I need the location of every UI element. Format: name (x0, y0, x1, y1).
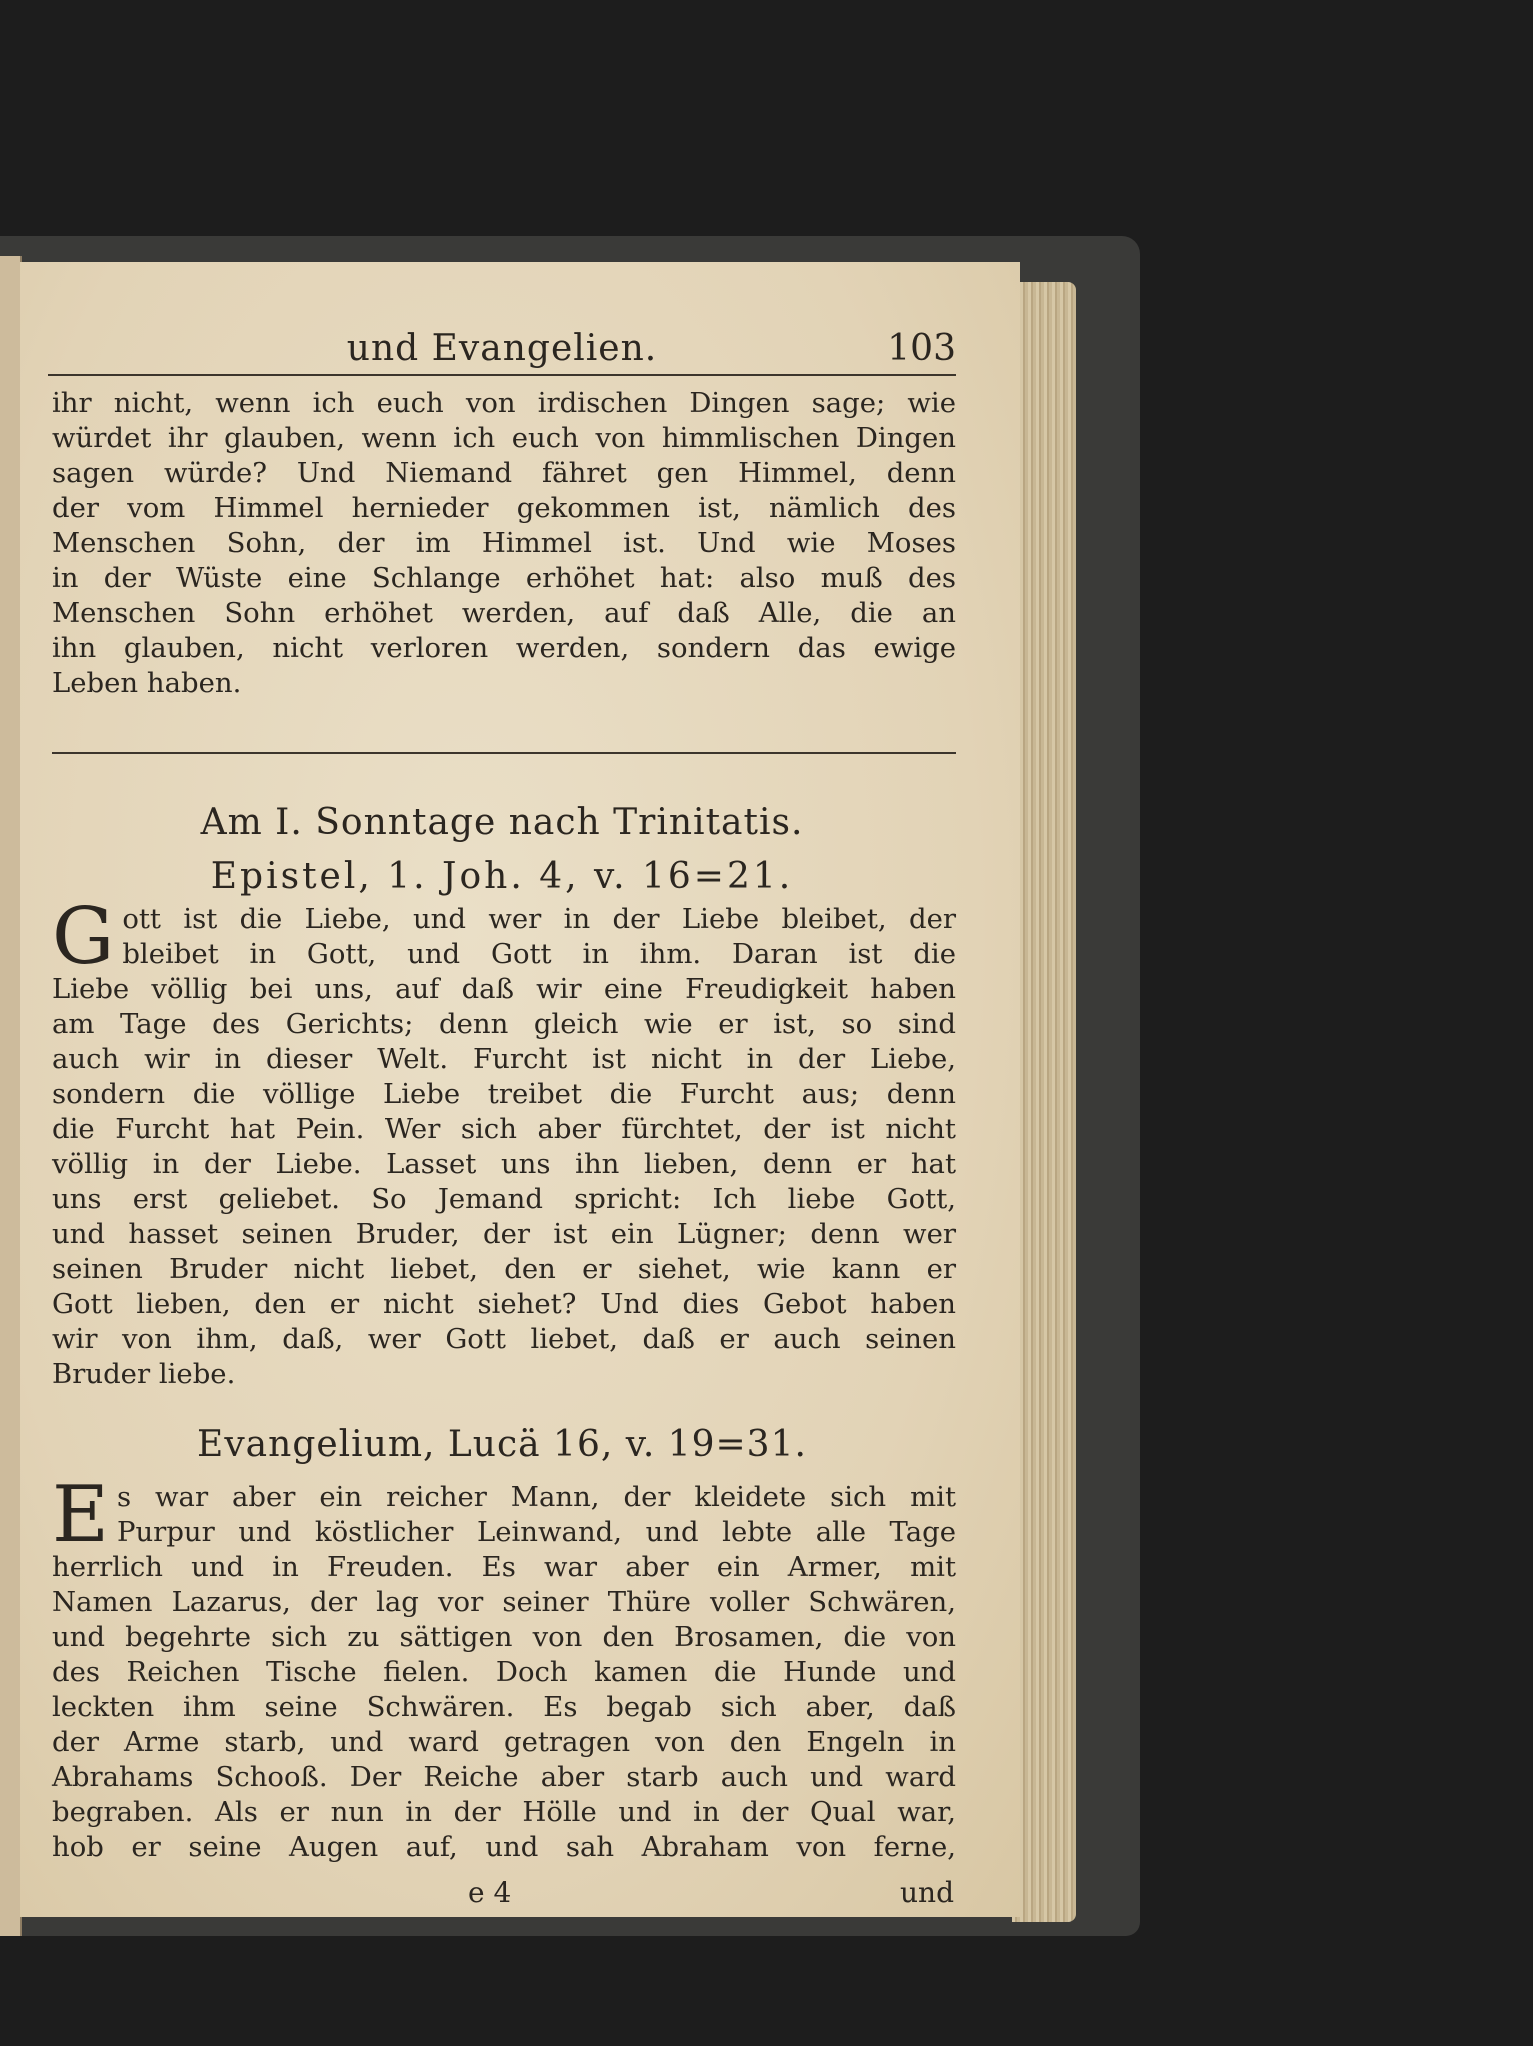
text-line: ihr nicht, wenn ich euch von irdischen Dingen sage; wie (52, 387, 956, 419)
text-line: seinen Bruder nicht liebet, den er siehet, wie kann er (52, 1253, 956, 1285)
text-line: des Reichen Tische fielen. Doch kamen die Hunde und (52, 1656, 956, 1688)
gospel-heading: Evangelium, Lucä 16, v. 19=31. (197, 1424, 807, 1465)
text-line: Leben haben. (52, 667, 242, 699)
text-line: Liebe völlig bei uns, auf daß wir eine Freudigkeit haben (52, 973, 956, 1005)
text-line: die Furcht hat Pein. Wer sich aber fürchtet, der ist nicht (52, 1113, 956, 1145)
text-line: würdet ihr glauben, wenn ich euch von himmlischen Dingen (52, 422, 956, 454)
text-line: uns erst geliebet. So Jemand spricht: Ich liebe Gott, (52, 1183, 956, 1215)
page-number: 103 (887, 328, 956, 369)
text-line: sagen würde? Und Niemand fähret gen Himmel, denn (52, 457, 956, 489)
text-line: der Arme starb, und ward getragen von den Engeln in (52, 1726, 956, 1758)
text-line: ihn glauben, nicht verloren werden, sondern das ewige (52, 632, 956, 664)
text-line: und begehrte sich zu sättigen von den Brosamen, die von (52, 1621, 956, 1653)
passage-continuation (52, 386, 956, 701)
text-line: völlig in der Liebe. Lasset uns ihn lieben, denn er hat (52, 1148, 956, 1180)
text-line: Menschen Sohn erhöhet werden, auf daß Alle, die an (52, 597, 956, 629)
text-line: s war aber ein reicher Mann, der kleidete sich mit (116, 1481, 956, 1513)
facing-page-edge (0, 256, 22, 1936)
section-heading: Am I. Sonntage nach Trinitatis. (200, 802, 804, 843)
text-line: Gott lieben, den er nicht siehet? Und dies Gebot haben (52, 1288, 956, 1320)
text-line: am Tage des Gerichts; denn gleich wie er ist, so sind (52, 1008, 956, 1040)
page-block-edges (1012, 282, 1076, 1922)
epistle-text (52, 892, 956, 1392)
text-line: in der Wüste eine Schlange erhöhet hat: also muß des (52, 562, 956, 594)
text-line: begraben. Als er nun in der Hölle und in der Qual war, (52, 1796, 956, 1828)
drop-initial: E (52, 1470, 109, 1560)
book-page (20, 262, 1020, 1917)
text-line: und hasset seinen Bruder, der ist ein Lügner; denn wer (52, 1218, 956, 1250)
drop-initial: G (52, 892, 115, 982)
text-line: auch wir in dieser Welt. Furcht ist nicht in der Liebe, (52, 1043, 956, 1075)
section-divider (52, 752, 956, 754)
epistle-heading: Epistel, 1. Joh. 4, v. 16=21. (210, 856, 794, 897)
text-line: bleibet in Gott, und Gott in ihm. Daran ist die (122, 938, 956, 970)
running-head (48, 324, 956, 376)
text-line: der vom Himmel hernieder gekommen ist, nämlich des (52, 492, 956, 524)
signature-mark: e 4 (468, 1876, 512, 1909)
text-line: Bruder liebe. (52, 1358, 236, 1390)
text-line: Namen Lazarus, der lag vor seiner Thüre voller Schwären, (52, 1586, 956, 1618)
text-line: Menschen Sohn, der im Himmel ist. Und wie Moses (52, 527, 956, 559)
text-line: wir von ihm, daß, wer Gott liebet, daß er auch seinen (52, 1323, 956, 1355)
running-head-title: und Evangelien. (346, 328, 658, 369)
text-line: sondern die völlige Liebe treibet die Furcht aus; denn (52, 1078, 956, 1110)
text-line: hob er seine Augen auf, und sah Abraham von ferne, (52, 1831, 956, 1863)
text-line: Purpur und köstlicher Leinwand, und lebte alle Tage (116, 1516, 956, 1548)
text-line: Abrahams Schooß. Der Reiche aber starb auch und ward (52, 1761, 956, 1793)
catchword: und (900, 1876, 954, 1909)
text-line: leckten ihm seine Schwären. Es begab sich aber, daß (52, 1691, 956, 1723)
gospel-text (52, 1470, 956, 1865)
text-line: ott ist die Liebe, und wer in der Liebe bleibet, der (122, 903, 956, 935)
text-line: herrlich und in Freuden. Es war aber ein Armer, mit (52, 1551, 956, 1583)
